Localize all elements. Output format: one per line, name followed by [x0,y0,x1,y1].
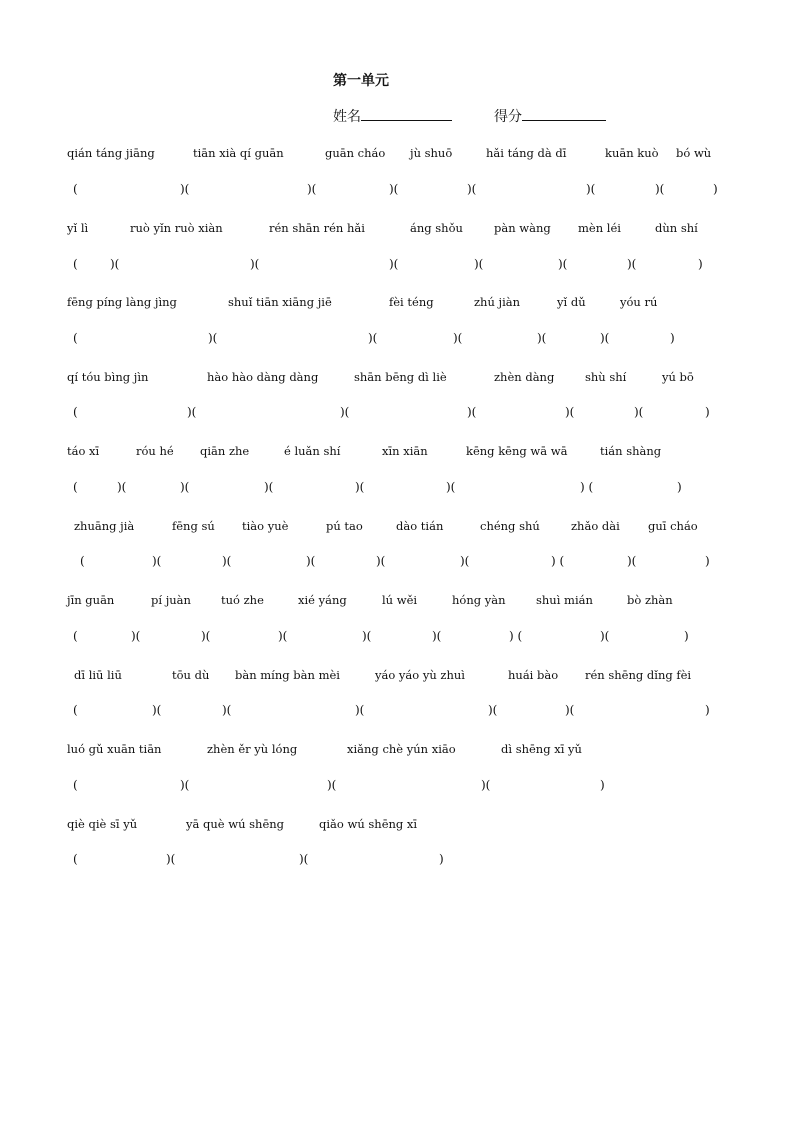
paren: )( [634,405,644,419]
answer-row[interactable] [0,554,794,572]
paren: )( [389,257,399,271]
paren: )( [586,182,596,196]
pinyin-word: tiān xià qí guān [193,146,284,160]
score-blank[interactable] [522,107,606,121]
paren: ) ( [509,629,523,643]
paren: )( [432,629,442,643]
pinyin-word: xié yáng [298,593,347,607]
pinyin-word: áng shǒu [410,221,463,235]
pinyin-word: xiǎng chè yún xiāo [347,742,456,756]
pinyin-word: qián táng jiāng [67,146,155,160]
pinyin-word: kuān kuò [605,146,659,160]
paren: ( [73,703,78,717]
paren: )( [307,182,317,196]
paren: )( [565,405,575,419]
pinyin-word: róu hé [136,444,174,458]
paren: )( [467,182,477,196]
paren: )( [250,257,260,271]
pinyin-word: fēng píng làng jìng [67,295,177,309]
pinyin-word: yǐ lì [67,221,89,235]
pinyin-word: táo xī [67,444,100,458]
pinyin-word: shān bēng dì liè [354,370,447,384]
paren: ( [73,257,78,271]
paren: )( [355,703,365,717]
paren: )( [340,405,350,419]
pinyin-word: dì shēng xī yǔ [501,742,582,756]
paren: ( [73,405,78,419]
pinyin-word: zhuāng jià [74,519,135,533]
paren: )( [600,331,610,345]
pinyin-word: tiào yuè [242,519,289,533]
pinyin-word: yáo yáo yù zhuì [375,668,465,682]
pinyin-word: fèi téng [389,295,434,309]
pinyin-word: bò zhàn [627,593,673,607]
pinyin-row [0,593,794,611]
pinyin-word: yóu rú [620,295,658,309]
paren: ( [73,480,78,494]
pinyin-word: yā què wú shēng [186,817,285,831]
pinyin-row [0,817,794,835]
paren: )( [467,405,477,419]
paren: )( [110,257,120,271]
paren: )( [306,554,316,568]
pinyin-row [0,519,794,537]
pinyin-word: pú tao [326,519,363,533]
paren: ) [684,629,689,643]
paren: ) ( [580,480,594,494]
answer-row[interactable] [0,480,794,498]
paren: ) [439,852,444,866]
pinyin-word: tián shàng [600,444,662,458]
pinyin-word: dī liū liū [74,668,122,682]
paren: )( [355,480,365,494]
pinyin-word: chéng shú [480,519,540,533]
paren: )( [376,554,386,568]
paren: )( [208,331,218,345]
pinyin-word: mèn léi [578,221,621,235]
paren: ( [80,554,85,568]
pinyin-word: hǎi táng dà dī [486,146,567,160]
paren: )( [180,182,190,196]
paren: )( [481,778,491,792]
pinyin-word: rén shēng dǐng fèi [585,668,692,682]
paren: ( [73,852,78,866]
paren: )( [537,331,547,345]
paren: ) [705,405,710,419]
pinyin-word: xīn xiān [382,444,428,458]
page-title: 第一单元 [333,73,389,89]
pinyin-word: qiān zhe [200,444,250,458]
pinyin-word: zhèn ěr yù lóng [207,742,298,756]
paren: )( [565,703,575,717]
pinyin-word: dùn shí [655,221,698,235]
pinyin-row [0,668,794,686]
pinyin-word: é luǎn shí [284,444,341,458]
pinyin-word: zhèn dàng [494,370,555,384]
answer-row[interactable] [0,182,794,200]
paren: )( [655,182,665,196]
pinyin-row [0,295,794,313]
pinyin-word: bó wù [676,146,712,160]
pinyin-word: tuó zhe [221,593,264,607]
pinyin-word: ruò yǐn ruò xiàn [130,221,223,235]
pinyin-word: hóng yàn [452,593,506,607]
paren: )( [389,182,399,196]
answer-row[interactable] [0,257,794,275]
pinyin-word: lú wěi [382,593,418,607]
paren: )( [152,554,162,568]
paren: )( [264,480,274,494]
answer-row[interactable] [0,629,794,647]
answer-row[interactable] [0,703,794,721]
paren: ) [713,182,718,196]
paren: ) [677,480,682,494]
pinyin-word: tōu dù [172,668,210,682]
paren: )( [166,852,176,866]
paren: )( [327,778,337,792]
pinyin-word: qí tóu bìng jìn [67,370,149,384]
paren: )( [368,331,378,345]
paren: ( [73,778,78,792]
name-label: 姓名 [333,109,361,125]
pinyin-word: kēng kēng wā wā [466,444,568,458]
pinyin-word: rén shān rén hǎi [269,221,365,235]
paren: )( [627,257,637,271]
pinyin-word: bàn míng bàn mèi [235,668,340,682]
paren: )( [446,480,456,494]
pinyin-word: zhǎo dài [571,519,620,533]
answer-row[interactable] [0,852,794,870]
paren: )( [201,629,211,643]
answer-row[interactable] [0,778,794,796]
paren: ) [600,778,605,792]
pinyin-word: qiè qiè sī yǔ [67,817,138,831]
pinyin-word: shuì mián [536,593,593,607]
pinyin-word: yǐ dǔ [557,295,586,309]
pinyin-word: hào hào dàng dàng [207,370,319,384]
paren: )( [474,257,484,271]
score-label: 得分 [494,109,522,125]
paren: )( [453,331,463,345]
paren: )( [222,703,232,717]
pinyin-word: guān cháo [325,146,386,160]
pinyin-word: pàn wàng [494,221,551,235]
pinyin-word: shuǐ tiān xiāng jiē [228,295,332,309]
paren: )( [222,554,232,568]
pinyin-word: shù shí [585,370,627,384]
pinyin-word: yú bō [662,370,694,384]
paren: )( [131,629,141,643]
pinyin-word: huái bào [508,668,559,682]
answer-row[interactable] [0,331,794,349]
paren: ( [73,182,78,196]
paren: )( [278,629,288,643]
header-fields [0,106,794,126]
paren: ( [73,629,78,643]
paren: )( [117,480,127,494]
pinyin-row [0,221,794,239]
score-field[interactable] [494,106,606,126]
paren: ( [73,331,78,345]
pinyin-word: qiǎo wú shēng xī [319,817,418,831]
paren: )( [299,852,309,866]
paren: )( [600,629,610,643]
paren: ) [705,554,710,568]
pinyin-word: fēng sú [172,519,215,533]
paren: )( [488,703,498,717]
paren: )( [627,554,637,568]
paren: )( [180,778,190,792]
pinyin-word: jù shuō [410,146,453,160]
pinyin-row [0,742,794,760]
paren: ) ( [551,554,565,568]
paren: )( [558,257,568,271]
paren: )( [180,480,190,494]
name-field[interactable] [333,106,452,126]
paren: )( [187,405,197,419]
pinyin-row [0,146,794,164]
pinyin-word: guī cháo [648,519,698,533]
pinyin-row [0,370,794,388]
paren: )( [152,703,162,717]
paren: )( [362,629,372,643]
pinyin-word: jīn guān [67,593,115,607]
pinyin-word: zhú jiàn [474,295,521,309]
paren: ) [705,703,710,717]
paren: )( [460,554,470,568]
pinyin-word: dào tián [396,519,444,533]
answer-row[interactable] [0,405,794,423]
pinyin-row [0,444,794,462]
paren: ) [670,331,675,345]
pinyin-word: pí juàn [151,593,191,607]
pinyin-word: luó gǔ xuān tiān [67,742,162,756]
paren: ) [698,257,703,271]
name-blank[interactable] [361,107,452,121]
